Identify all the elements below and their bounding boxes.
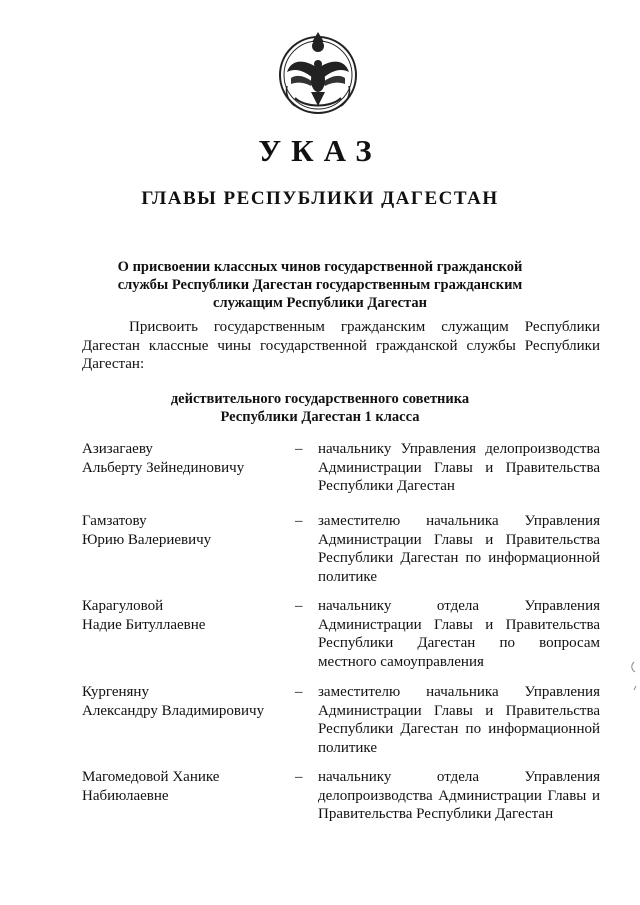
appointee-name bbox=[82, 440, 282, 477]
dash-separator: – bbox=[295, 513, 303, 529]
appointee-name bbox=[82, 768, 282, 805]
scan-artifact-mark bbox=[626, 660, 638, 700]
appointee-name bbox=[82, 597, 282, 634]
appointee-given-names: Набиюлаевне bbox=[82, 787, 169, 804]
appointee-surname: Кургеняну bbox=[82, 684, 149, 700]
appointee-given-names: Альберту Зейнединовичу bbox=[82, 459, 245, 476]
dash-separator: – bbox=[295, 769, 303, 785]
appointee-given-names: Александру Владимировичу bbox=[82, 702, 265, 719]
dash-separator: – bbox=[295, 598, 303, 614]
appointee-given-names: Надие Битуллаевне bbox=[82, 616, 206, 633]
appointee-name bbox=[82, 683, 282, 720]
rank-heading-line2: Республики Дагестан 1 класса bbox=[220, 409, 420, 425]
appointee-surname: Азизагаеву bbox=[82, 441, 153, 457]
appointee-position: начальнику отдела Управления делопроизводства Администрации Главы и Правительства Республики Дагестан bbox=[318, 769, 600, 822]
appointee-given-names: Юрию Валериевичу bbox=[82, 531, 212, 548]
appointee-position: заместителю начальника Управления Администрации Главы и Правительства Республики Дагестан по информационной политике bbox=[318, 684, 600, 756]
decree-subject: О присвоении классных чинов государственной гражданской службы Республики Дагестан государственным гражданским служащим Республики Дагестан bbox=[117, 259, 523, 311]
document-subtitle: ГЛАВЫ РЕСПУБЛИКИ ДАГЕСТАН bbox=[141, 188, 499, 209]
appointee-surname: Карагуловой bbox=[82, 598, 164, 614]
decree-intro-paragraph: Присвоить государственным гражданским служащим Республики Дагестан классные чины государственной гражданской службы Республики Дагестан: bbox=[82, 319, 600, 372]
coat-of-arms-emblem bbox=[273, 28, 363, 118]
appointee-position: начальнику Управления делопроизводства Администрации Главы и Правительства Республики Дагестан bbox=[318, 441, 600, 494]
dash-separator: – bbox=[295, 441, 303, 457]
appointee-surname: Магомедовой Ханике bbox=[82, 769, 220, 785]
rank-heading bbox=[110, 390, 530, 426]
appointee-position: начальнику отдела Управления Администрации Главы и Правительства Республики Дагестан по вопросам местного самоуправления bbox=[318, 598, 600, 670]
appointee-surname: Гамзатову bbox=[82, 513, 147, 529]
document-title: УКАЗ bbox=[258, 133, 382, 168]
appointee-name bbox=[82, 512, 282, 549]
appointee-position: заместителю начальника Управления Администрации Главы и Правительства Республики Дагестан по информационной политике bbox=[318, 513, 600, 585]
dash-separator: – bbox=[295, 684, 303, 700]
rank-heading-line1: действительного государственного советника bbox=[170, 391, 470, 407]
